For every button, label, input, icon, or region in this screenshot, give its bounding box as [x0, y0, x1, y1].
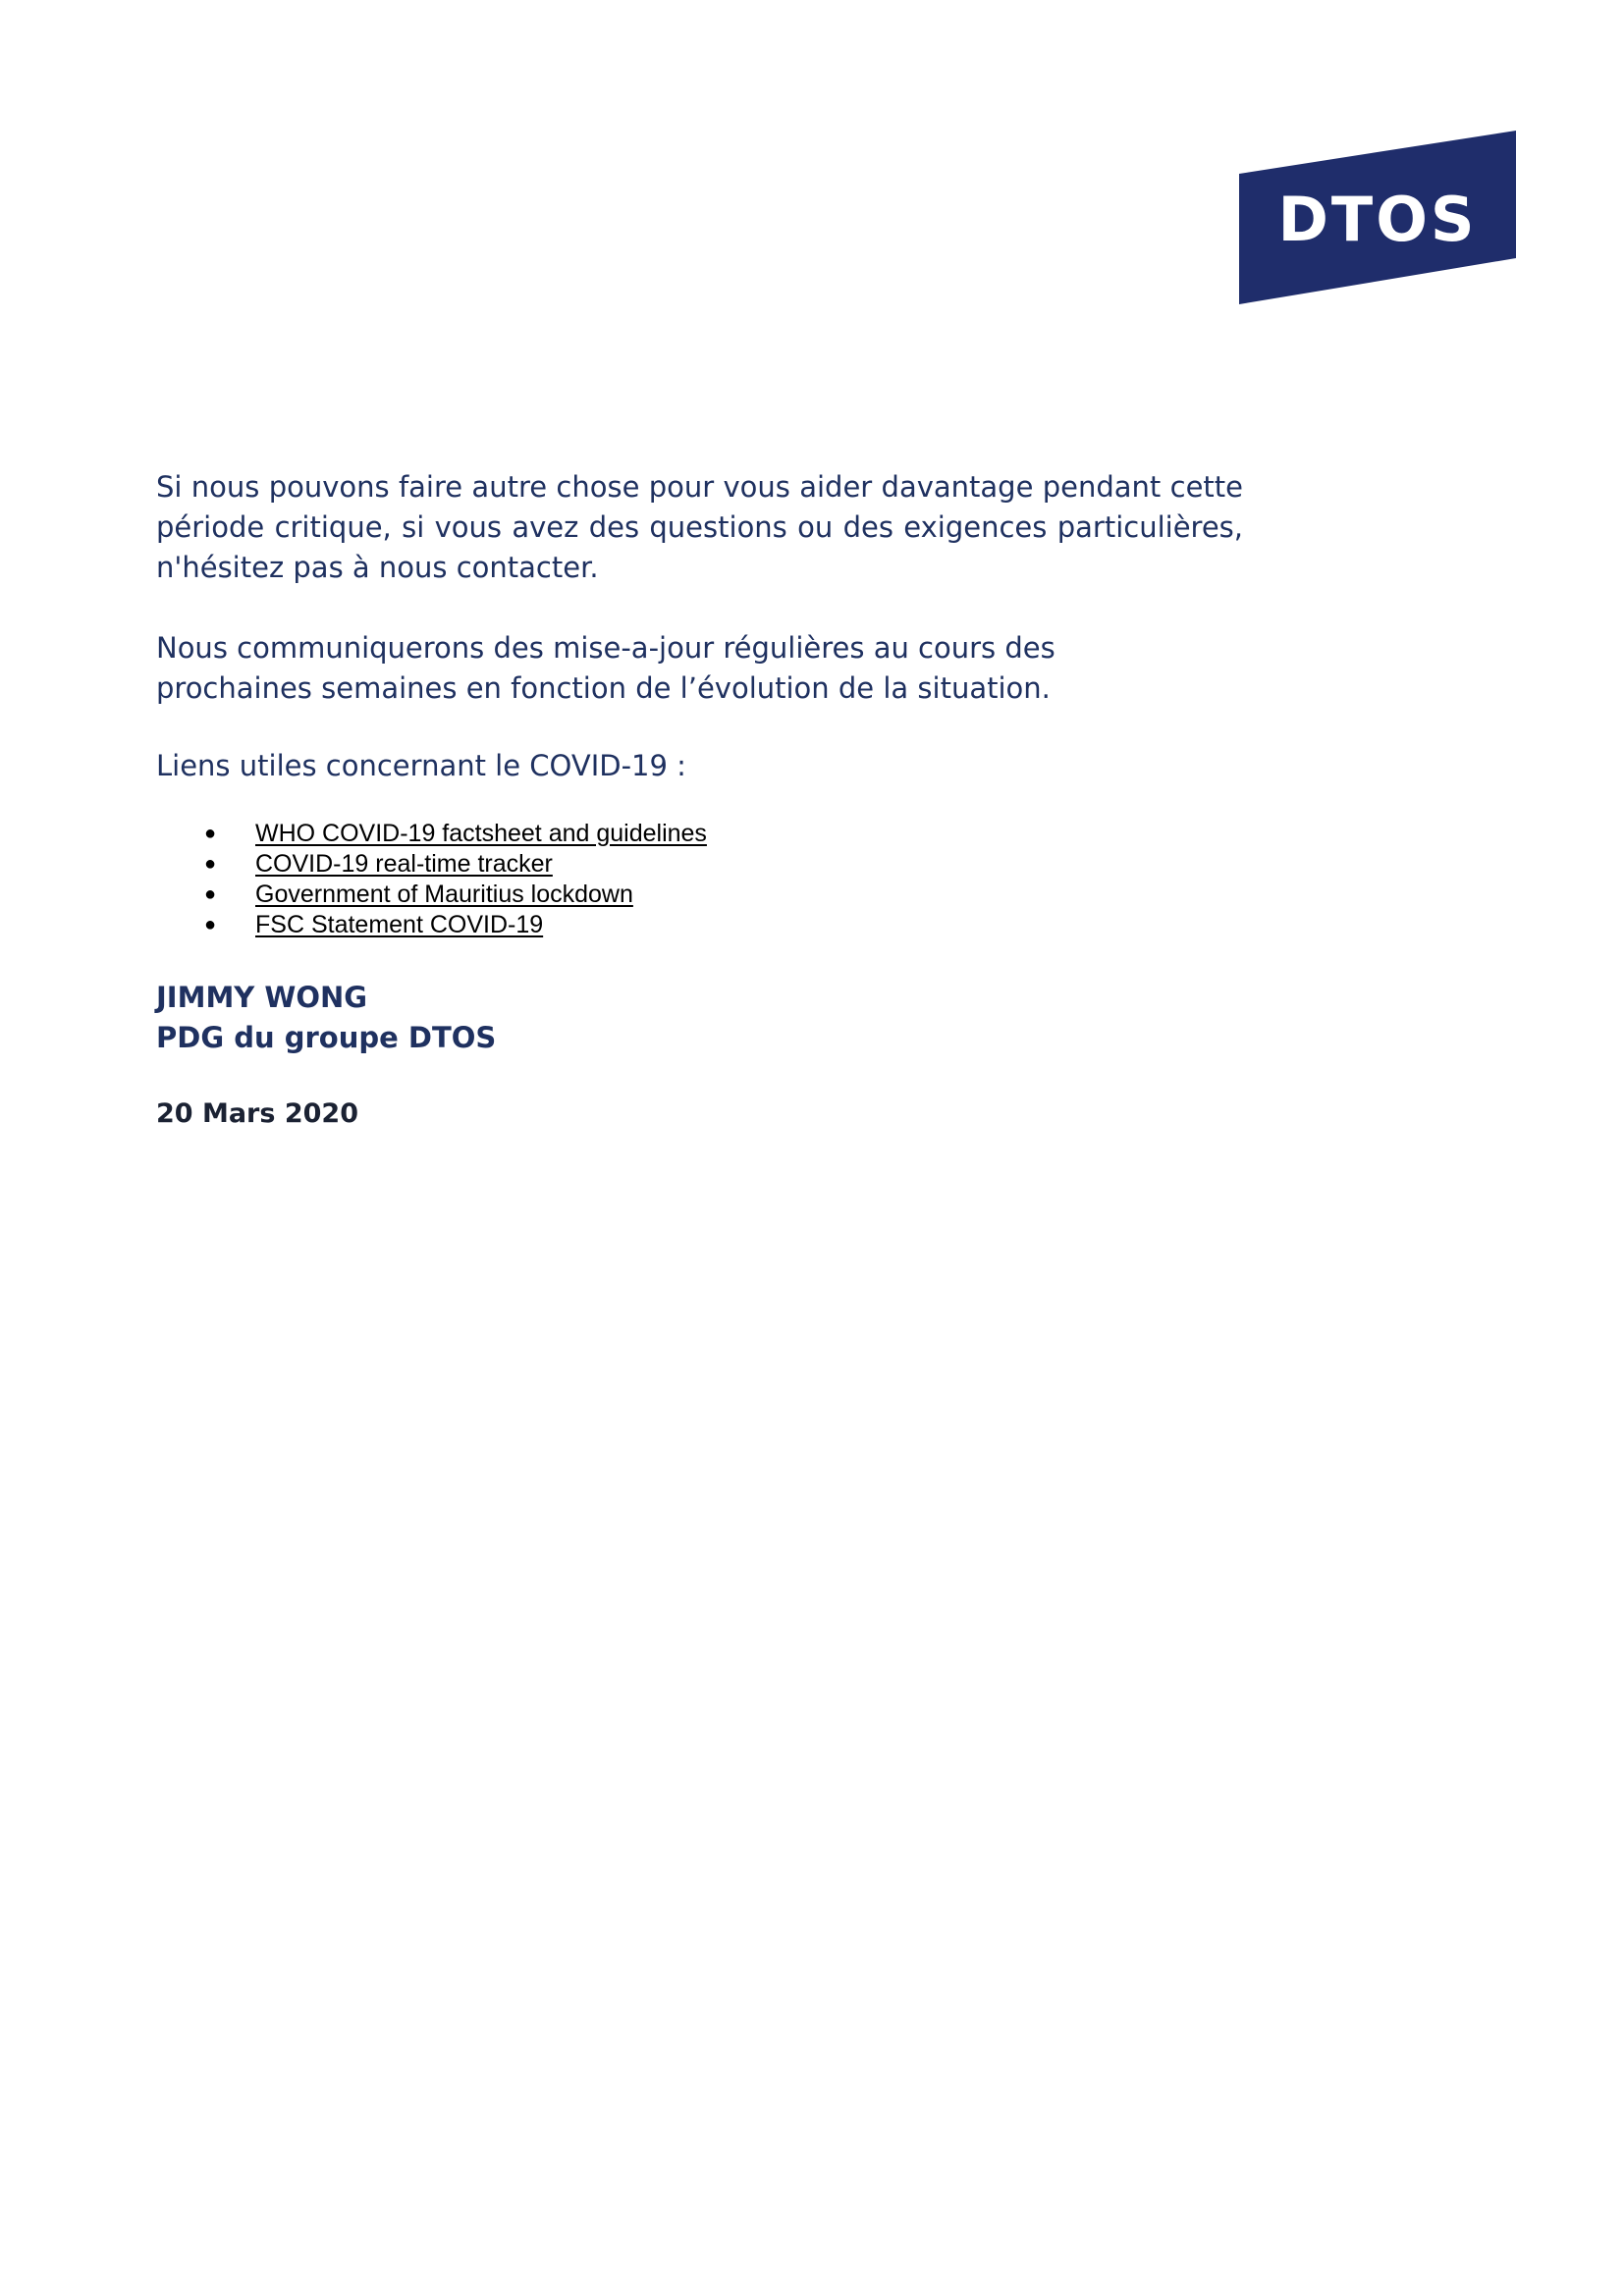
bullet-icon: ● [204, 914, 217, 935]
letter-body [156, 467, 1243, 1133]
dtos-logo-graphic [1239, 131, 1516, 304]
bullet-icon: ● [204, 823, 217, 844]
letter-date: 20 Mars 2020 [156, 1098, 358, 1129]
bullet-icon: ● [204, 853, 217, 875]
link-who-factsheet[interactable]: WHO COVID-19 factsheet and guidelines [255, 820, 707, 847]
link-mauritius-lockdown[interactable]: Government of Mauritius lockdown [255, 881, 633, 908]
signatory-title: PDG du groupe DTOS [156, 1021, 497, 1054]
paragraph-updates: Nous communiquerons des mise-a-jour régulières au cours des prochaines semaines en fonction de l’évolution de la situation. [156, 631, 1056, 705]
list-item [156, 849, 1243, 880]
list-item [156, 819, 1243, 849]
paragraph-contact: Si nous pouvons faire autre chose pour vous aider davantage pendant cette période critique, si vous avez des questions ou des exigences particulières, n'hésitez pas à nous contacter. [156, 470, 1243, 584]
signatory-name: JIMMY WONG [156, 981, 368, 1014]
list-item [156, 910, 1243, 940]
dtos-logo [1239, 131, 1516, 304]
logo-wordmark: DTOS [1277, 184, 1478, 255]
links-heading: Liens utiles concernant le COVID-19 : [156, 749, 686, 782]
link-fsc-statement[interactable]: FSC Statement COVID-19 [255, 911, 544, 938]
link-realtime-tracker[interactable]: COVID-19 real-time tracker [255, 850, 553, 878]
bullet-icon: ● [204, 883, 217, 905]
list-item [156, 880, 1243, 910]
useful-links-list [156, 819, 1243, 940]
